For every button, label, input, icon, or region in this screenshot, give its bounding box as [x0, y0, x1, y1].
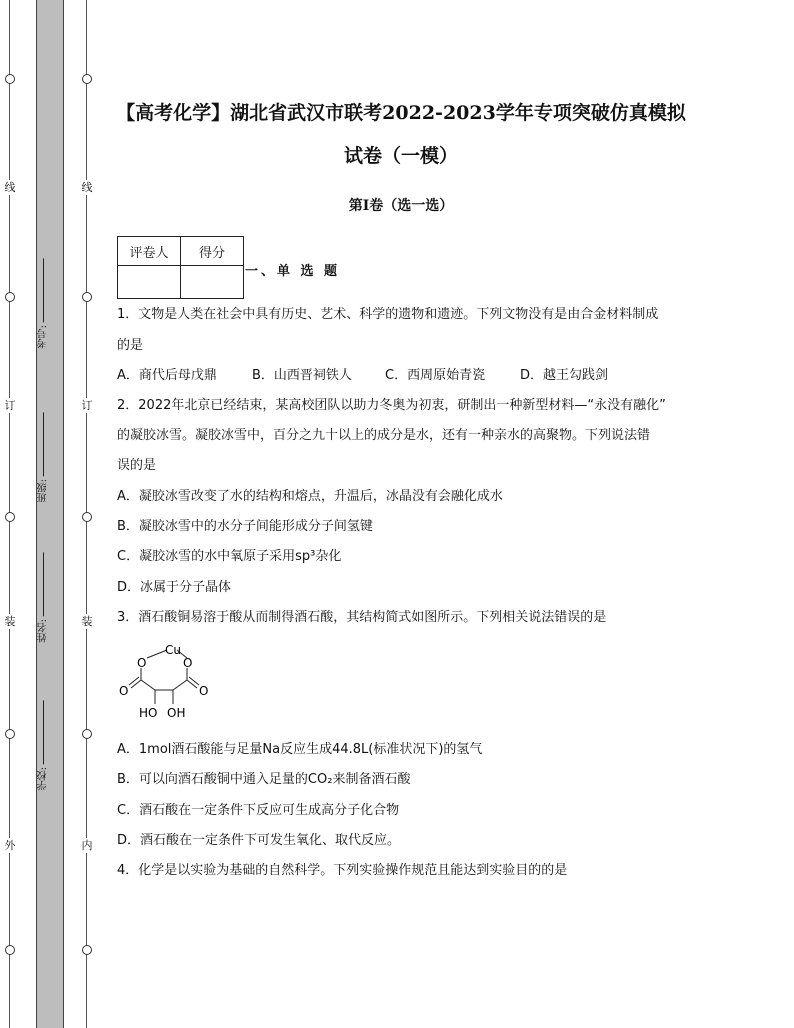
struct-oh-right: OH: [167, 706, 186, 720]
struct-o-double-right: O: [199, 684, 209, 698]
score-table: [117, 236, 244, 299]
q1-option-b[interactable]: B．山西晋祠铁人: [252, 368, 352, 383]
binding-hole: [82, 729, 92, 739]
q3-option-c[interactable]: C．酒石酸在一定条件下反应可生成高分子化合物: [117, 803, 400, 818]
margin-char-zhuang-inner: 装: [81, 615, 93, 628]
q3-option-b[interactable]: B．可以向酒石酸铜中通入足量的CO₂来制备酒石酸: [117, 772, 411, 787]
q2-option-d[interactable]: D．冰属于分子晶体: [117, 580, 232, 595]
grader-cell[interactable]: [118, 266, 181, 299]
margin-char-xian-inner: 线: [81, 181, 93, 194]
q1-stem-line2: 的是: [117, 338, 144, 353]
struct-o-double-left: O: [119, 684, 129, 698]
binding-hole: [82, 945, 92, 955]
q1-stem-line1: 1．文物是人类在社会中具有历史、艺术、科学的遗物和遗迹。下列文物没有是由合金材料制成: [117, 307, 659, 322]
class-label: 班级:: [38, 479, 49, 503]
binding-hole: [82, 512, 92, 522]
section-heading: 一、单 选 题: [245, 264, 341, 279]
margin-char-ding-outer: 订: [4, 399, 16, 412]
binding-hole: [5, 74, 15, 84]
struct-oh-left: HO: [139, 706, 158, 720]
binding-hole: [82, 74, 92, 84]
class-field[interactable]: [38, 412, 62, 502]
binding-strip: [36, 0, 64, 1028]
q2-option-a[interactable]: A．凝胶冰雪改变了水的结构和熔点，升温后，冰晶没有会融化成水: [117, 489, 503, 504]
q2-option-b[interactable]: B．凝胶冰雪中的水分子间能形成分子间氢键: [117, 519, 373, 534]
school-field[interactable]: [38, 700, 62, 790]
margin-char-xian-outer: 线: [4, 181, 16, 194]
struct-o-left: O: [137, 656, 147, 670]
binding-hole: [5, 945, 15, 955]
page-title-line2: 试卷（一模）: [343, 145, 458, 167]
binding-hole: [5, 292, 15, 302]
q3-stem-line1: 3．酒石酸铜易溶于酸从而制得酒石酸，其结构简式如图所示。下列相关说法错误的是: [117, 610, 607, 625]
margin-char-ding-inner: 订: [81, 399, 93, 412]
name-field[interactable]: [38, 552, 62, 642]
binding-hole: [5, 512, 15, 522]
binding-hole: [5, 729, 15, 739]
q3-option-d[interactable]: D．酒石酸在一定条件下可发生氧化、取代反应。: [117, 833, 401, 848]
score-header: 得分: [181, 237, 244, 266]
margin-char-wai: 外: [4, 839, 16, 852]
name-label: 姓名:: [38, 619, 49, 643]
exam-number-label: 考号:: [38, 325, 49, 349]
q4-stem-line1: 4．化学是以实验为基础的自然科学。下列实验操作规范且能达到实验目的的是: [117, 863, 568, 878]
copper-tartrate-structure: [117, 640, 217, 730]
margin-char-zhuang-outer: 装: [4, 615, 16, 628]
q2-stem-line1: 2．2022年北京已经结束，某高校团队以助力冬奥为初衷，研制出一种新型材料—“永没有融化”: [117, 398, 666, 413]
q2-stem-line2: 的凝胶冰雪。凝胶冰雪中，百分之九十以上的成分是水，还有一种亲水的高聚物。下列说法错: [117, 428, 651, 443]
q1-option-c[interactable]: C．西周原始青瓷: [385, 368, 486, 383]
q2-option-c[interactable]: C．凝胶冰雪的水中氧原子采用sp³杂化: [117, 549, 342, 564]
margin-char-nei: 内: [81, 839, 93, 852]
struct-cu: Cu: [165, 643, 181, 657]
grader-header: 评卷人: [118, 237, 181, 266]
q1-option-a[interactable]: A．商代后母戊鼎: [117, 368, 217, 383]
q1-options: [117, 368, 608, 384]
q2-stem-line3: 误的是: [117, 458, 157, 473]
volume-subtitle: 第I卷（选一选）: [348, 198, 454, 214]
q1-option-d[interactable]: D．越王勾践剑: [520, 368, 609, 383]
q3-option-a[interactable]: A．1mol酒石酸能与足量Na反应生成44.8L(标准状况下)的氢气: [117, 742, 483, 757]
exam-number-field[interactable]: [38, 258, 62, 348]
school-label: 学校:: [38, 767, 49, 791]
struct-o-right: O: [183, 656, 193, 670]
score-cell[interactable]: [181, 266, 244, 299]
binding-hole: [82, 292, 92, 302]
page-title: 【高考化学】湖北省武汉市联考2022-2023学年专项突破仿真模拟: [116, 102, 686, 124]
